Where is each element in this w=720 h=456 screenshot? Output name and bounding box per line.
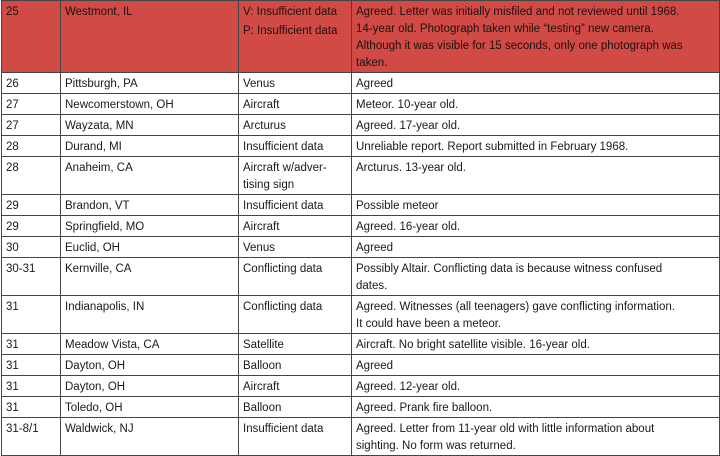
- explanation-line: Aircraft: [243, 381, 280, 393]
- explanation-line: Conflicting data: [243, 263, 323, 275]
- table-row: [2, 376, 720, 397]
- date-cell: [2, 258, 61, 296]
- location-text: Wayzata, MN: [65, 120, 134, 132]
- location-text: Durand, MI: [65, 141, 122, 153]
- location-text: Newcomerstown, OH: [65, 99, 174, 111]
- date-text: 31: [6, 381, 19, 393]
- explanation-cell: [239, 334, 352, 355]
- explanation-cell: [239, 136, 352, 157]
- notes-line: taken.: [356, 57, 388, 69]
- explanation-cell: [239, 94, 352, 115]
- date-cell: [2, 73, 61, 94]
- notes-line: Arcturus. 13-year old.: [356, 162, 466, 174]
- notes-cell: [352, 296, 720, 334]
- table-row: [2, 258, 720, 296]
- date-cell: [2, 195, 61, 216]
- notes-line: Meteor. 10-year old.: [356, 99, 459, 111]
- date-cell: [2, 397, 61, 418]
- explanation-line: Insufficient data: [243, 200, 324, 212]
- location-text: Dayton, OH: [65, 360, 126, 372]
- notes-cell: [352, 195, 720, 216]
- table-row-highlighted: [2, 1, 720, 73]
- date-text: 26: [6, 78, 19, 90]
- date-cell: [2, 376, 61, 397]
- explanation-line: V: Insufficient data: [243, 6, 337, 18]
- date-text: 30: [6, 242, 19, 254]
- location-cell: [61, 334, 239, 355]
- notes-line: Agreed. Letter from 11-year old with little information about: [356, 423, 655, 435]
- explanation-line: Satellite: [243, 339, 284, 351]
- table-row: [2, 136, 720, 157]
- location-cell: [61, 94, 239, 115]
- location-text: Waldwick, NJ: [65, 423, 134, 435]
- table-row: [2, 73, 720, 94]
- date-cell: [2, 94, 61, 115]
- notes-line: Agreed: [356, 360, 394, 372]
- date-text: 30-31: [6, 263, 36, 275]
- location-cell: [61, 1, 239, 73]
- date-text: 28: [6, 141, 19, 153]
- notes-cell: [352, 216, 720, 237]
- location-text: Brandon, VT: [65, 200, 130, 212]
- sighting-log-page: [1, 0, 719, 456]
- location-text: Anaheim, CA: [65, 162, 133, 174]
- explanation-line: Insufficient data: [243, 141, 324, 153]
- location-cell: [61, 355, 239, 376]
- notes-line: Possible meteor: [356, 200, 439, 212]
- explanation-cell: [239, 237, 352, 258]
- location-cell: [61, 115, 239, 136]
- table-row: [2, 195, 720, 216]
- sighting-log-body: [2, 1, 720, 456]
- explanation-cell: [239, 258, 352, 296]
- table-row: [2, 94, 720, 115]
- notes-line: 14-year old. Photograph taken while “testing” new camera.: [356, 23, 654, 35]
- notes-line: Agreed. 16-year old.: [356, 221, 461, 233]
- table-row: [2, 418, 720, 456]
- notes-cell: [352, 334, 720, 355]
- location-text: Toledo, OH: [65, 402, 123, 414]
- date-text: 27: [6, 120, 19, 132]
- table-row: [2, 355, 720, 376]
- location-cell: [61, 73, 239, 94]
- location-cell: [61, 136, 239, 157]
- explanation-line: Arcturus: [243, 120, 286, 132]
- explanation-line: Aircraft w/adver-: [243, 162, 327, 174]
- notes-line: Agreed. 12-year old.: [356, 381, 461, 393]
- notes-cell: [352, 115, 720, 136]
- date-text: 31: [6, 339, 19, 351]
- notes-line: Unreliable report. Report submitted in February 1968.: [356, 141, 629, 153]
- notes-line: Agreed: [356, 242, 394, 254]
- explanation-line: Aircraft: [243, 99, 280, 111]
- date-text: 31: [6, 360, 19, 372]
- location-text: Euclid, OH: [65, 242, 120, 254]
- table-row: [2, 296, 720, 334]
- explanation-cell: [239, 157, 352, 195]
- location-cell: [61, 157, 239, 195]
- date-cell: [2, 216, 61, 237]
- location-text: Pittsburgh, PA: [65, 78, 138, 90]
- notes-line: Possibly Altair. Conflicting data is because witness confused: [356, 263, 663, 275]
- notes-line: dates.: [356, 280, 388, 292]
- notes-cell: [352, 157, 720, 195]
- explanation-line: Venus: [243, 78, 275, 90]
- notes-cell: [352, 376, 720, 397]
- notes-line: Agreed. Prank fire balloon.: [356, 402, 493, 414]
- location-text: Indianapolis, IN: [65, 301, 145, 313]
- explanation-cell: [239, 1, 352, 73]
- explanation-cell: [239, 355, 352, 376]
- location-cell: [61, 418, 239, 456]
- notes-cell: [352, 258, 720, 296]
- date-text: 29: [6, 200, 19, 212]
- date-cell: [2, 237, 61, 258]
- explanation-line: Aircraft: [243, 221, 280, 233]
- location-cell: [61, 216, 239, 237]
- notes-line: It could have been a meteor.: [356, 318, 502, 330]
- explanation-cell: [239, 73, 352, 94]
- location-cell: [61, 397, 239, 418]
- table-row: [2, 115, 720, 136]
- explanation-line: Balloon: [243, 360, 282, 372]
- location-cell: [61, 296, 239, 334]
- notes-cell: [352, 355, 720, 376]
- date-cell: [2, 115, 61, 136]
- explanation-cell: [239, 397, 352, 418]
- explanation-line: Venus: [243, 242, 275, 254]
- table-row: [2, 216, 720, 237]
- date-text: 31: [6, 301, 19, 313]
- location-cell: [61, 195, 239, 216]
- explanation-cell: [239, 216, 352, 237]
- date-text: 31-8/1: [6, 423, 39, 435]
- date-cell: [2, 418, 61, 456]
- explanation-cell: [239, 195, 352, 216]
- location-cell: [61, 376, 239, 397]
- location-text: Kernville, CA: [65, 263, 132, 275]
- table-row: [2, 334, 720, 355]
- explanation-cell: [239, 296, 352, 334]
- explanation-cell: [239, 115, 352, 136]
- notes-cell: [352, 94, 720, 115]
- notes-line: Aircraft. No bright satellite visible. 16-year old.: [356, 339, 590, 351]
- date-cell: [2, 355, 61, 376]
- date-text: 27: [6, 99, 19, 111]
- notes-cell: [352, 237, 720, 258]
- table-row: [2, 157, 720, 195]
- date-text: 31: [6, 402, 19, 414]
- explanation-line: Conflicting data: [243, 301, 323, 313]
- notes-line: Although it was visible for 15 seconds, only one photograph was: [356, 40, 683, 52]
- date-text: 25: [6, 6, 19, 18]
- explanation-line: Insufficient data: [243, 423, 324, 435]
- notes-line: Agreed. 17-year old.: [356, 120, 461, 132]
- date-text: 28: [6, 162, 19, 174]
- date-cell: [2, 296, 61, 334]
- location-text: Springfield, MO: [65, 221, 145, 233]
- date-text: 29: [6, 221, 19, 233]
- location-cell: [61, 258, 239, 296]
- date-cell: [2, 1, 61, 73]
- explanation-line: tising sign: [243, 179, 295, 191]
- notes-line: Agreed. Witnesses (all teenagers) gave conflicting information.: [356, 301, 675, 313]
- notes-cell: [352, 73, 720, 94]
- table-row: [2, 397, 720, 418]
- location-text: Westmont, IL: [65, 6, 133, 18]
- notes-line: Agreed: [356, 78, 394, 90]
- location-text: Dayton, OH: [65, 381, 126, 393]
- location-text: Meadow Vista, CA: [65, 339, 160, 351]
- notes-cell: [352, 397, 720, 418]
- notes-line: Agreed. Letter was initially misfiled and not reviewed until 1968.: [356, 6, 680, 18]
- date-cell: [2, 334, 61, 355]
- explanation-cell: [239, 418, 352, 456]
- notes-cell: [352, 1, 720, 73]
- explanation-line: Balloon: [243, 402, 282, 414]
- date-cell: [2, 157, 61, 195]
- location-cell: [61, 237, 239, 258]
- notes-cell: [352, 418, 720, 456]
- notes-cell: [352, 136, 720, 157]
- notes-line: sighting. No form was returned.: [356, 440, 516, 452]
- date-cell: [2, 136, 61, 157]
- sighting-log-table: [1, 0, 720, 456]
- explanation-cell: [239, 376, 352, 397]
- explanation-line: P: Insufficient data: [243, 25, 338, 37]
- table-row: [2, 237, 720, 258]
